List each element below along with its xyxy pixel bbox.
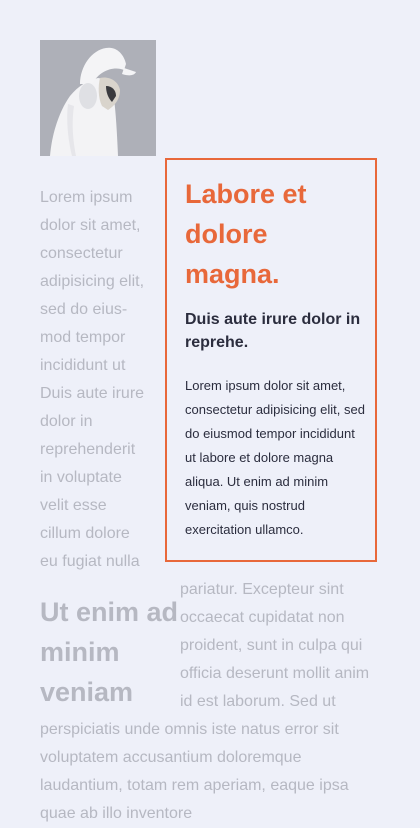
callout-body: Lorem ipsum dolor sit amet, consectetur adipisicing elit, sed do eiusmod tempor incididunt ut labore et dolore magna aliqua. Ut enim ad minim veniam, quis nostrud exercitation ullamco.	[185, 378, 365, 537]
article-page	[40, 40, 377, 828]
article-body: Lorem ipsum dolor sit amet, consectetur adipisicing elit, sed do eiusmod tempor incididunt ut Duis aute irure dolor in reprehenderit in voluptate velit esse cillum dolore eu fugiat nulla pariatur. Excepteur sint occaecat cupidatat non proident, sunt in culpa qui officia deserunt mollit anim id est laborum. Sed ut perspiciatis unde omnis iste natus error sit voluptatem accusantium doloremque laudantium, totam rem aperiam, eaque ipsa quae ab illo inventore	[40, 189, 370, 822]
callout-box	[165, 158, 377, 562]
person-with-headphones-icon	[40, 40, 156, 156]
callout-subtitle: Duis aute irure dolor in reprehe.	[185, 311, 361, 351]
article-heading: Ut enim ad minim veniam	[40, 597, 179, 707]
callout-title: Labore et dolore magna.	[185, 179, 307, 289]
article-photo	[40, 40, 156, 156]
